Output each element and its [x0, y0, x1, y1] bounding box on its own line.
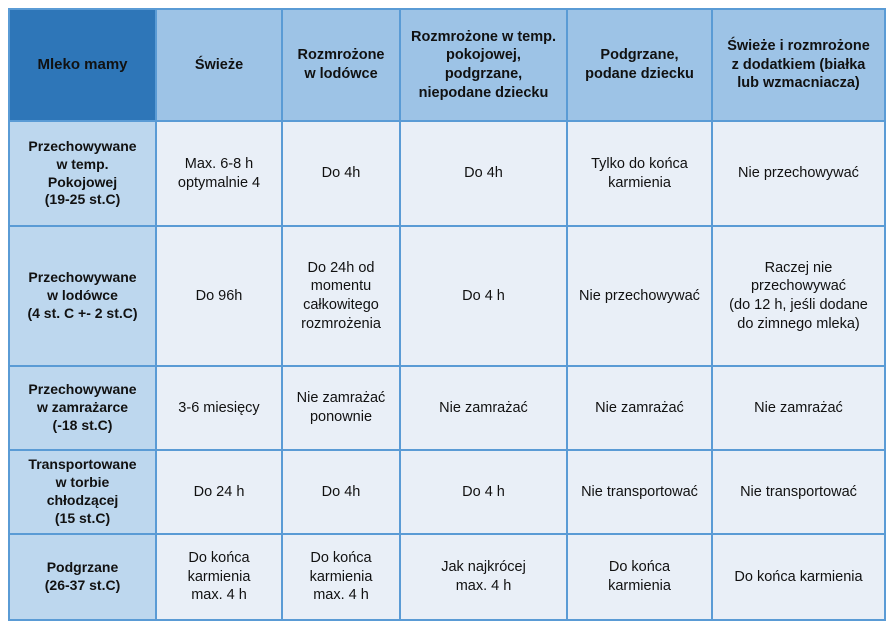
column-header-fresh-thawed-with-additive: Świeże i rozmrożone z dodatkiem (białka lub wzmacniacza) — [712, 9, 885, 121]
row-header-warmed: Podgrzane (26-37 st.C) — [9, 534, 156, 620]
table-cell: Do 4h — [282, 450, 400, 534]
table-cell: Do końca karmienia max. 4 h — [282, 534, 400, 620]
table-cell: Nie transportować — [712, 450, 885, 534]
table-cell: Do 24 h — [156, 450, 282, 534]
corner-header-cell: Mleko mamy — [9, 9, 156, 121]
table-cell: Tylko do końca karmienia — [567, 121, 712, 226]
table-cell: Do 4h — [282, 121, 400, 226]
column-header-fresh: Świeże — [156, 9, 282, 121]
table-cell: Nie przechowywać — [712, 121, 885, 226]
table-row — [9, 534, 885, 620]
table-cell: Do końca karmienia — [712, 534, 885, 620]
row-header-cooler-bag: Transportowane w torbie chłodzącej (15 st.C) — [9, 450, 156, 534]
table-row — [9, 226, 885, 366]
row-header-room-temperature: Przechowywane w temp. Pokojowej (19-25 st.C) — [9, 121, 156, 226]
breast-milk-storage-table — [8, 8, 886, 621]
table-cell: Nie zamrażać — [400, 366, 567, 450]
table-header-row — [9, 9, 885, 121]
table-cell: Raczej nie przechowywać (do 12 h, jeśli dodane do zimnego mleka) — [712, 226, 885, 366]
table-cell: Max. 6-8 h optymalnie 4 — [156, 121, 282, 226]
table-row — [9, 366, 885, 450]
table-cell: Nie transportować — [567, 450, 712, 534]
table-cell: Nie zamrażać — [712, 366, 885, 450]
row-header-refrigerator: Przechowywane w lodówce (4 st. C +- 2 st.C) — [9, 226, 156, 366]
column-header-thawed-fridge: Rozmrożone w lodówce — [282, 9, 400, 121]
row-header-freezer: Przechowywane w zamrażarce (-18 st.C) — [9, 366, 156, 450]
table-cell: Do końca karmienia — [567, 534, 712, 620]
table-cell: Do 96h — [156, 226, 282, 366]
table-cell: Nie zamrażać ponownie — [282, 366, 400, 450]
breast-milk-storage-table-container — [8, 8, 884, 619]
table-cell: Jak najkrócej max. 4 h — [400, 534, 567, 620]
table-cell: Do 4 h — [400, 226, 567, 366]
column-header-thawed-room-warmed-unfed: Rozmrożone w temp. pokojowej, podgrzane, niepodane dziecku — [400, 9, 567, 121]
table-row — [9, 121, 885, 226]
table-cell: Nie przechowywać — [567, 226, 712, 366]
table-cell: Do 4h — [400, 121, 567, 226]
table-cell: Do końca karmienia max. 4 h — [156, 534, 282, 620]
column-header-warmed-fed: Podgrzane, podane dziecku — [567, 9, 712, 121]
table-row — [9, 450, 885, 534]
table-cell: Do 24h od momentu całkowitego rozmrożenia — [282, 226, 400, 366]
table-cell: 3-6 miesięcy — [156, 366, 282, 450]
table-cell: Do 4 h — [400, 450, 567, 534]
table-cell: Nie zamrażać — [567, 366, 712, 450]
